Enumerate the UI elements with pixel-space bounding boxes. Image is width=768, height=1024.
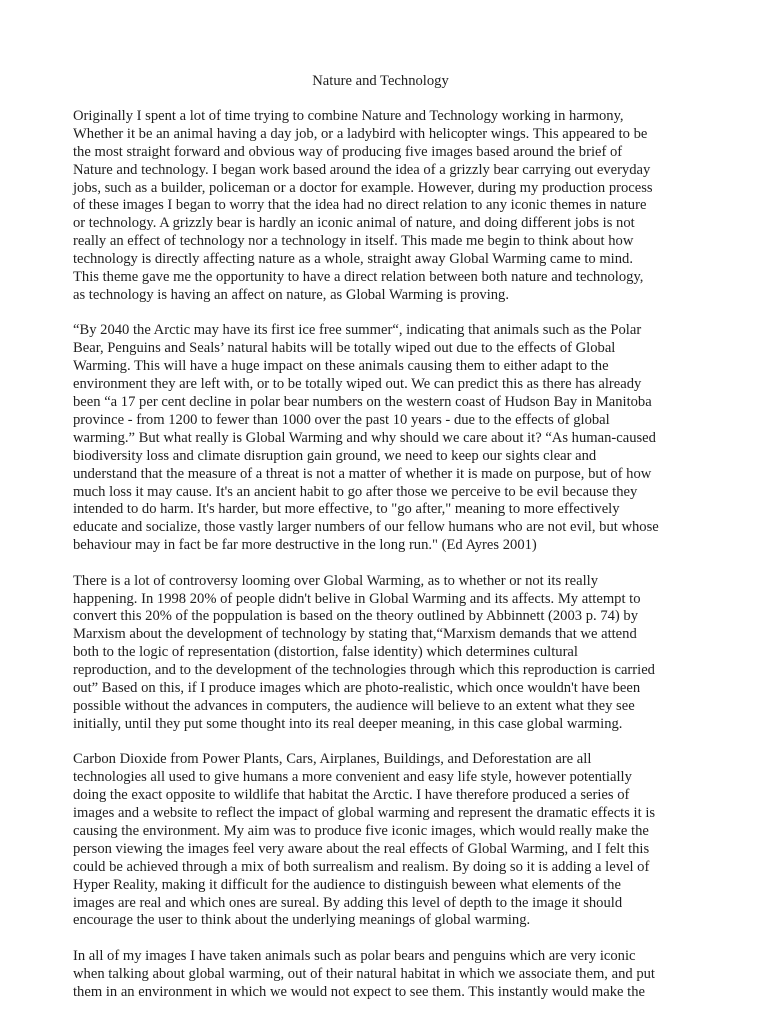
paragraph [73, 108, 688, 305]
text-line: out” Based on this, if I produce images which are photo-realistic, which once wouldn't have been [73, 680, 641, 697]
text-line: really an effect of technology nor a technology in itself. This made me begin to think about how [73, 233, 634, 250]
text-line: “By 2040 the Arctic may have its first ice free summer“, indicating that animals such as the Polar [73, 322, 642, 339]
text-line: technologies all used to give humans a more convenient and easy life style, however potentially [73, 769, 632, 786]
text-line: Bear, Penguins and Seals’ natural habits will be totally wiped out due to the effects of Global [73, 340, 616, 357]
text-line: doing the exact opposite to wildlife that habitat the Arctic. I have therefore produced a series of [73, 787, 630, 804]
text-line: both to the logic of representation (distortion, false identity) which determines cultural [73, 644, 578, 661]
text-line: initially, until they put some thought into its real deeper meaning, in this case global warming. [73, 715, 623, 732]
text-line: educate and socialize, those vastly larger numbers of our fellow humans who are not evil, but whose [73, 519, 659, 536]
text-line: Nature and technology. I began work based around the idea of a grizzly bear carrying out everyday [73, 161, 651, 178]
text-line: Warming. This will have a huge impact on these animals causing them to either adapt to the [73, 358, 609, 375]
text-line: of these images I began to worry that the idea had no direct relation to any iconic themes in nature [73, 197, 647, 214]
text-line: or technology. A grizzly bear is hardly an iconic animal of nature, and doing different jobs is not [73, 215, 635, 232]
text-line: Marxism about the development of technology by stating that,“Marxism demands that we attend [73, 626, 637, 643]
text-line: warming.” But what really is Global Warming and why should we care about it? “As human-caused [73, 429, 656, 446]
text-line: Whether it be an animal having a day job, or a ladybird with helicopter wings. This appeared to be [73, 125, 648, 142]
text-line: biodiversity loss and climate disruption gain ground, we need to keep our sights clear and [73, 447, 597, 464]
text-line: intended to do harm. It's harder, but more effective, to "go after," meaning to more effectively [73, 501, 620, 518]
text-line: when talking about global warming, out of their natural habitat in which we associate them, and put [73, 965, 655, 982]
text-line: causing the environment. My aim was to produce five iconic images, which would really make the [73, 822, 649, 839]
text-line: possible without the advances in computers, the audience will believe to an extent what they see [73, 698, 635, 714]
paragraph [73, 322, 688, 555]
text-line: Originally I spent a lot of time trying to combine Nature and Technology working in harmony, [73, 107, 624, 124]
text-line: the most straight forward and obvious way of producing five images based around the brief of [73, 143, 623, 160]
text-line: behaviour may in fact be far more destructive in the long run." (Ed Ayres 2001) [73, 537, 537, 554]
text-line: images are real and which ones are sureal. By adding this level of depth to the image it should [73, 894, 623, 911]
document-body [73, 108, 688, 1002]
text-line: encourage the user to think about the underlying meanings of global warming. [73, 912, 531, 929]
text-line: Carbon Dioxide from Power Plants, Cars, Airplanes, Buildings, and Deforestation are all [73, 751, 592, 768]
text-line: jobs, such as a builder, policeman or a doctor for example. However, during my production process [73, 179, 653, 196]
text-line: technology is directly affecting nature as a whole, straight away Global Warming came to mind. [73, 251, 633, 268]
paragraph [73, 751, 688, 930]
text-line: environment they are left with, or to be totally wiped out. We can predict this as there has already [73, 376, 642, 393]
text-line: as technology is having an affect on nature, as Global Warming is proving. [73, 286, 509, 303]
document-title: Nature and Technology [312, 73, 449, 89]
text-line: convert this 20% of the poppulation is based on the theory outlined by Abbinnett (2003 p. 74) by [73, 608, 639, 625]
text-line: images and a website to reflect the impact of global warming and represent the dramatic effects it is [73, 805, 656, 822]
text-line: person viewing the images feel very aware about the real effects of Global Warming, and I felt this [73, 840, 650, 857]
text-line: could be achieved through a mix of both surrealism and realism. By doing so it is adding a level of [73, 858, 650, 875]
text-line: province - from 1200 to fewer than 1000 over the past 10 years - due to the effects of global [73, 411, 610, 428]
text-line: In all of my images I have taken animals such as polar bears and penguins which are very iconic [73, 947, 636, 964]
text-line: reproduction, and to the development of the technologies through which this reproduction is carried [73, 662, 655, 679]
text-line: understand that the measure of a threat is not a matter of whether it is made on purpose, but of how [73, 465, 652, 482]
paragraph [73, 573, 688, 734]
text-line: been “a 17 per cent decline in polar bear numbers on the western coast of Hudson Bay in Manitoba [73, 394, 652, 410]
text-line: Hyper Reality, making it difficult for the audience to distinguish beween what elements of the [73, 876, 621, 893]
text-line: There is a lot of controversy looming over Global Warming, as to whether or not its really [73, 572, 599, 589]
text-line: them in an environment in which we would not expect to see them. This instantly would make the [73, 983, 646, 1000]
paragraph [73, 948, 688, 1002]
text-line: This theme gave me the opportunity to have a direct relation between both nature and technology, [73, 269, 644, 286]
text-line: happening. In 1998 20% of people didn't belive in Global Warming and its affects. My attempt to [73, 590, 641, 607]
text-line: much loss it may cause. It's an ancient habit to go after those we perceive to be evil because they [73, 483, 638, 500]
